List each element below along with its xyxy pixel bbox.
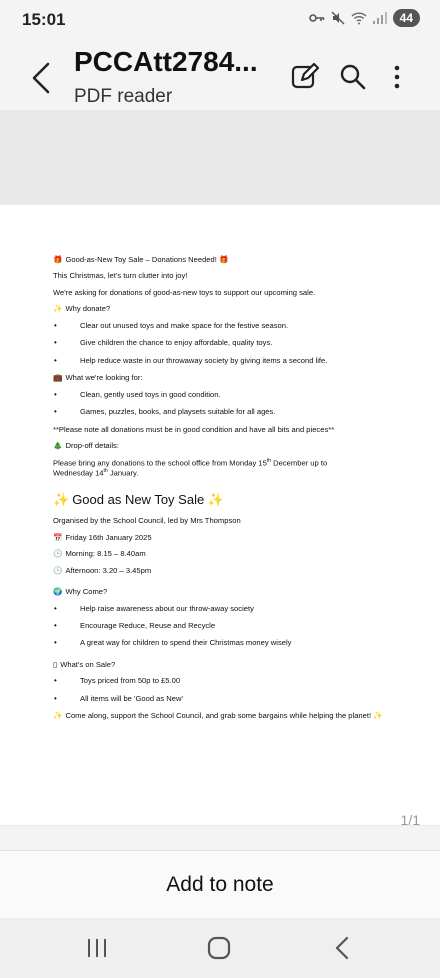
home-icon[interactable] xyxy=(204,936,234,960)
why-donate-label: ✨ Why donate? xyxy=(53,304,111,314)
sparkles-icon: ✨ xyxy=(207,491,224,507)
wifi-icon xyxy=(351,12,367,25)
clock-icon: 🕒 xyxy=(53,565,63,575)
globe-icon: 🌍 xyxy=(53,587,63,597)
app-subtitle: PDF reader xyxy=(74,86,173,107)
pdf-content xyxy=(53,255,425,728)
sparkles-icon: ✨ xyxy=(53,491,70,507)
signal-icon xyxy=(373,12,387,24)
calendar-icon: 📅 xyxy=(53,532,63,542)
box-icon: ▯ xyxy=(53,659,58,669)
add-to-note-button[interactable]: Add to note xyxy=(0,851,440,919)
closing-line: ✨ Come along, support the School Council, and grab some bargains while helping the planet! ✨ xyxy=(53,711,383,721)
morning-time: 🕒 Morning: 8.15 – 8.40am xyxy=(53,549,146,559)
status-bar xyxy=(0,0,440,40)
on-sale-label: ▯ What's on Sale? xyxy=(53,659,116,669)
mute-icon xyxy=(331,11,345,25)
heading-donations: 🎁 Good-as-New Toy Sale – Donations Needed! 🎁 xyxy=(53,255,229,264)
edit-icon[interactable] xyxy=(290,62,320,92)
list-item: • Games, puzzles, books, and playsets suitable for all ages. xyxy=(53,407,425,416)
intro-line-1: This Christmas, let's turn clutter into joy! xyxy=(53,271,188,281)
document-title: PCCAtt2784... xyxy=(74,46,258,77)
looking-for-label: 💼 What we're looking for: xyxy=(53,373,143,383)
sale-date: 📅 Friday 16th January 2025 xyxy=(53,532,152,542)
gift-icon: 🎁 xyxy=(53,255,63,264)
list-item: • Clear out unused toys and make space for the festive season. xyxy=(53,321,425,330)
pdf-page[interactable] xyxy=(0,205,440,825)
donation-note: **Please note all donations must be in good condition and have all bits and pieces** xyxy=(53,424,335,434)
vpn-key-icon xyxy=(309,12,325,24)
app-bar xyxy=(0,40,440,110)
sparkles-icon: ✨ xyxy=(373,711,383,721)
back-nav-icon[interactable] xyxy=(328,936,358,960)
list-item: • A great way for children to spend their Christmas money wisely xyxy=(53,638,425,647)
list-item: • Help reduce waste in our throwaway society by giving items a second life. xyxy=(53,356,425,365)
dropoff-label: 🎄 Drop-off details: xyxy=(53,441,119,451)
list-item: • Help raise awareness about our throw-away society xyxy=(53,604,425,613)
sparkles-icon: ✨ xyxy=(53,711,63,721)
status-time: 15:01 xyxy=(22,10,66,29)
organised-by: Organised by the School Council, led by Mrs Thompson xyxy=(53,516,241,526)
list-item: • Encourage Reduce, Reuse and Recycle xyxy=(53,621,425,630)
why-come-label: 🌍 Why Come? xyxy=(53,587,108,597)
list-item: • Toys priced from 50p to £5.00 xyxy=(53,676,425,685)
search-icon[interactable] xyxy=(338,62,368,92)
gift-icon: 🎁 xyxy=(219,255,229,264)
briefcase-icon: 💼 xyxy=(53,373,63,383)
add-note-bar xyxy=(0,850,440,919)
more-options-icon[interactable] xyxy=(382,62,412,92)
clock-icon: 🕒 xyxy=(53,549,63,559)
christmas-tree-icon: 🎄 xyxy=(53,441,63,451)
pdf-viewer[interactable] xyxy=(0,110,440,826)
intro-line-2: We're asking for donations of good-as-new toys to support our upcoming sale. xyxy=(53,287,316,297)
sparkles-icon: ✨ xyxy=(53,304,63,314)
list-item: • All items will be 'Good as New' xyxy=(53,694,425,703)
afternoon-time: 🕒 Afternoon: 3.20 – 3.45pm xyxy=(53,565,152,575)
system-nav-bar xyxy=(0,918,440,978)
back-arrow-icon[interactable] xyxy=(28,60,58,96)
list-item: • Give children the chance to enjoy affordable, quality toys. xyxy=(53,338,425,347)
battery-indicator: 44 xyxy=(393,9,420,27)
page-indicator: 1/1 xyxy=(400,812,420,828)
list-item: • Clean, gently used toys in good condition. xyxy=(53,390,425,399)
recent-apps-icon[interactable] xyxy=(82,936,112,960)
status-icons xyxy=(309,9,420,27)
dropoff-details: Please bring any donations to the school office from Monday 15th December up to Wednesday 14th January. xyxy=(53,457,328,478)
heading-toy-sale: ✨ Good as New Toy Sale ✨ xyxy=(53,491,224,507)
